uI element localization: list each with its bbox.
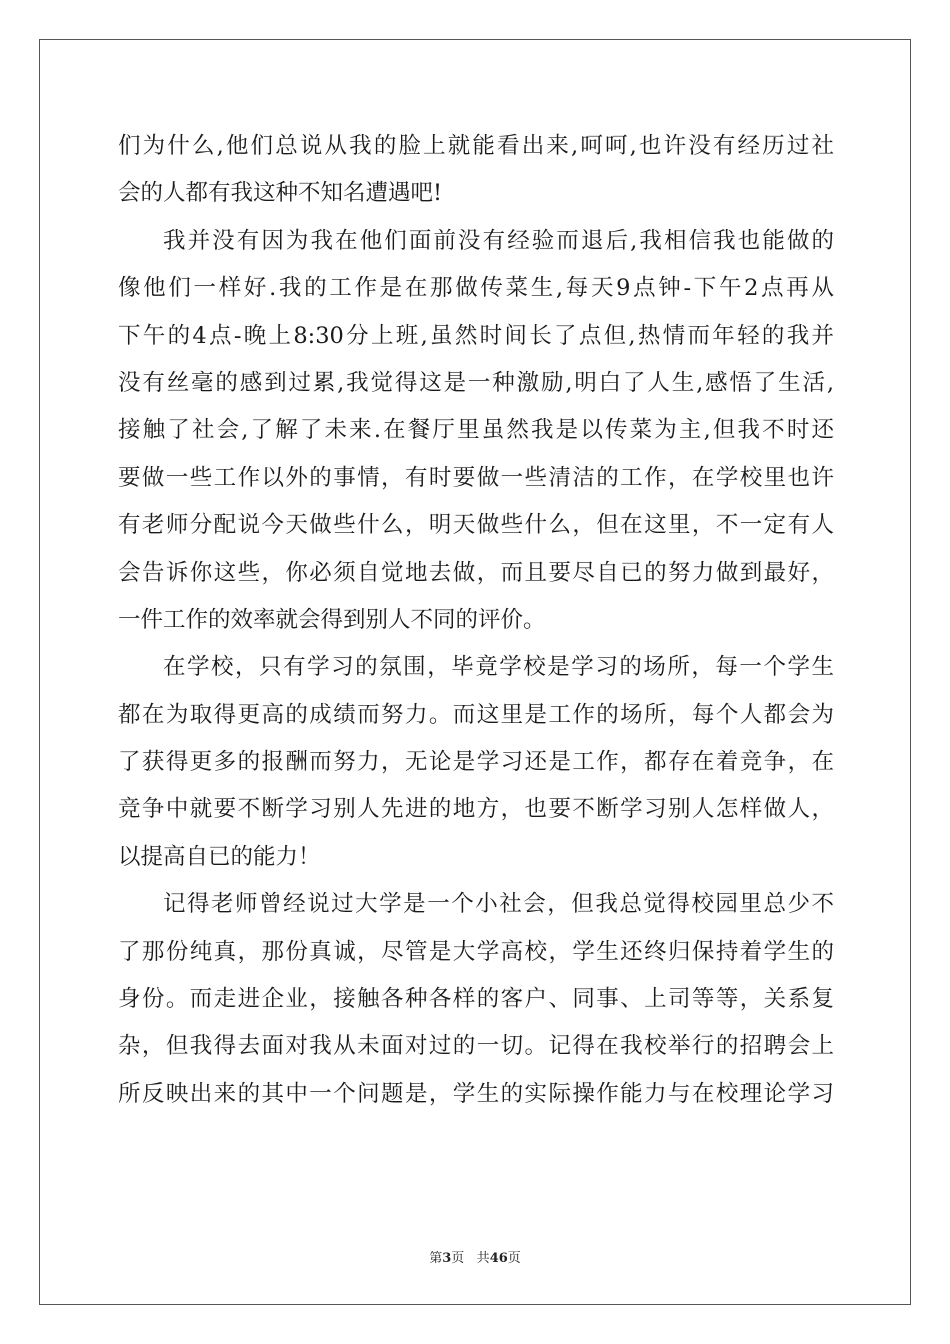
- text-line: 了那份纯真，那份真诚，尽管是大学高校，学生还终归保持着学生的: [118, 938, 834, 965]
- total-pages: 46: [489, 1251, 508, 1266]
- text-line: 我并没有因为我在他们面前没有经验而退后,我相信我也能做的: [163, 227, 834, 254]
- page-footer: [0, 1247, 950, 1266]
- text-line: 一件工作的效率就会得到别人不同的评价。: [118, 606, 546, 633]
- total-prefix: 共: [476, 1251, 490, 1266]
- text-line: 在学校，只有学习的氛围，毕竟学校是学习的场所，每一个学生: [163, 654, 834, 681]
- text-line: 杂，但我得去面对我从未面对过的一切。记得在我校举行的招聘会上: [118, 1033, 834, 1060]
- text-line: 所反映出来的其中一个问题是，学生的实际操作能力与在校理论学习: [118, 1080, 834, 1107]
- text-line: 有老师分配说今天做些什么，明天做些什么，但在这里，不一定有人: [118, 512, 834, 539]
- text-line: 们为什么,他们总说从我的脸上就能看出来,呵呵,也许没有经历过社: [118, 133, 834, 159]
- text-line: 身份。而走进企业，接触各种各样的客户、同事、上司等等，关系复: [118, 986, 834, 1013]
- text-line: 要做一些工作以外的事情，有时要做一些清洁的工作，在学校里也许: [118, 464, 834, 491]
- text-line: 以提高自已的能力！: [118, 843, 321, 870]
- total-suffix: 页: [507, 1251, 521, 1266]
- text-line: 竞争中就要不断学习别人先进的地方，也要不断学习别人怎样做人，: [118, 796, 834, 823]
- text-line: 都在为取得更高的成绩而努力。而这里是工作的场所，每个人都会为: [118, 701, 834, 728]
- page-number: 3: [442, 1251, 452, 1266]
- text-line: 下午的4点-晚上8:30分上班,虽然时间长了点但,热情而年轻的我并: [118, 322, 834, 349]
- text-line: 了获得更多的报酬而努力，无论是学习还是工作，都存在着竞争，在: [118, 749, 834, 776]
- page-suffix: 页: [451, 1251, 465, 1266]
- text-line: 会告诉你这些，你必须自觉地去做，而且要尽自已的努力做到最好，: [118, 559, 834, 586]
- text-line: 像他们一样好.我的工作是在那做传菜生,每天9点钟-下午2点再从: [118, 275, 834, 302]
- text-line: 记得老师曾经说过大学是一个小社会，但我总觉得校园里总少不: [163, 891, 834, 918]
- page-prefix: 第: [429, 1251, 443, 1266]
- text-line: 没有丝毫的感到过累,我觉得这是一种激励,明白了人生,感悟了生活,: [118, 369, 834, 396]
- text-line: 会的人都有我这种不知名遭遇吧!: [118, 180, 443, 207]
- document-body: [118, 123, 834, 1118]
- text-line: 接触了社会,了解了未来.在餐厅里虽然我是以传菜为主,但我不时还: [118, 417, 834, 444]
